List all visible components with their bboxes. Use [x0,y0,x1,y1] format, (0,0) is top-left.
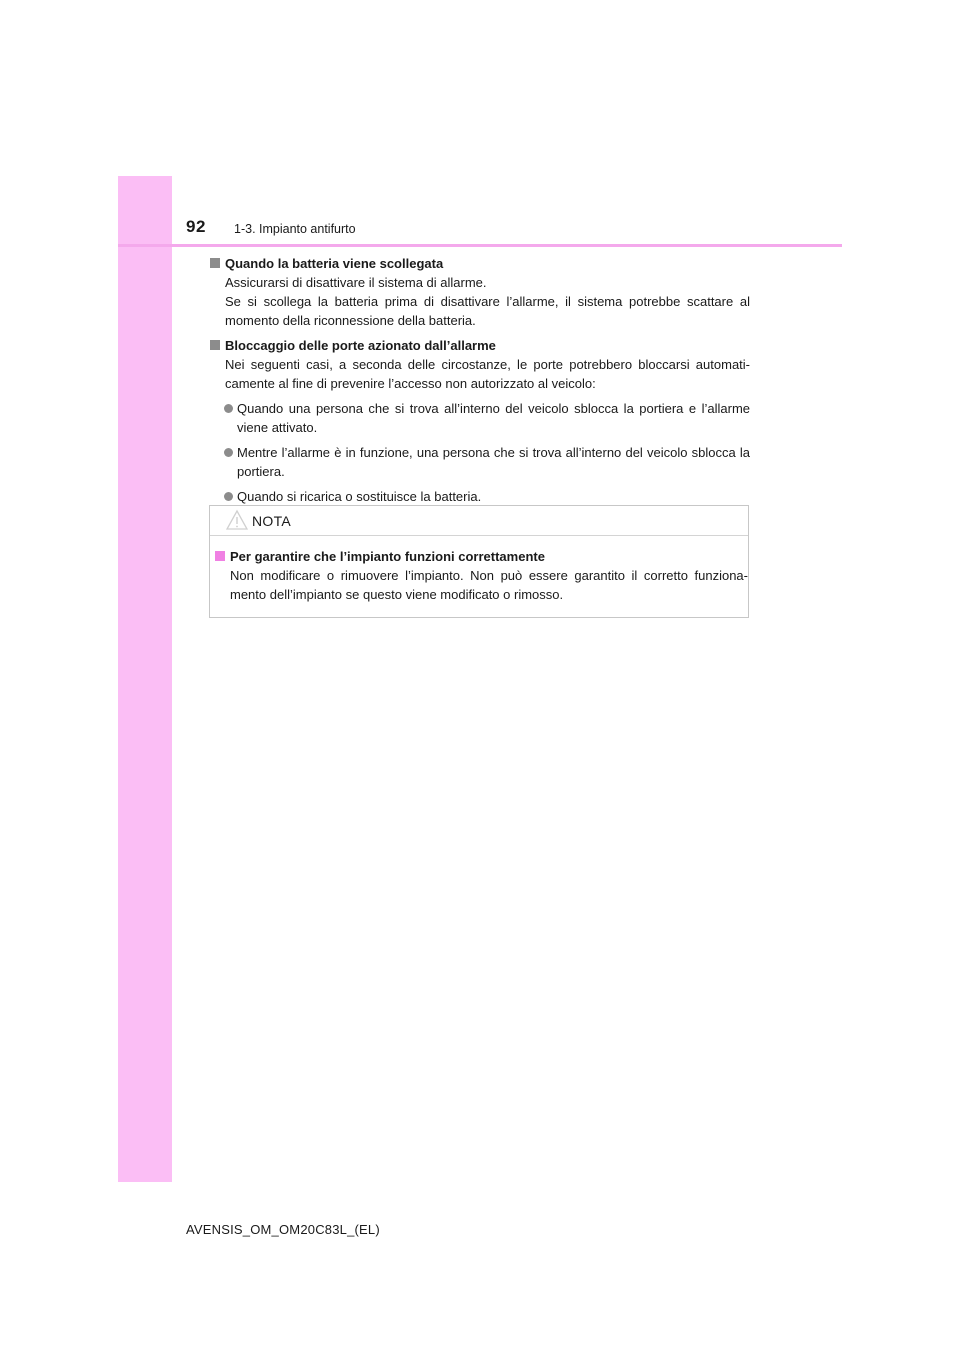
chapter-side-tab [118,176,172,1182]
paragraph: Assicurarsi di disattivare il sistema di allarme. [225,275,487,290]
round-bullet-icon [224,404,233,413]
list-item [210,443,750,481]
section-heading [210,254,750,273]
round-bullet-icon [224,448,233,457]
document-code: AVENSIS_OM_OM20C83L_(EL) [186,1222,380,1237]
nota-label: NOTA [252,513,292,529]
list-item [210,399,750,437]
heading-text: Bloccaggio delle porte azionato dall’allarme [225,338,496,353]
list-item-text: Quando una persona che si trova all’interno del veicolo sblocca la portiera e l’allarme viene attivato. [237,401,750,435]
square-bullet-icon [210,340,220,350]
list-item-text: Quando si ricarica o sostituisce la batteria. [237,489,482,504]
paragraph: Se si scollega la batteria prima di disattivare l’allarme, il sistema potrebbe scattare al momento della riconnessione della batteria. [225,294,750,328]
section-title: 1-3. Impianto antifurto [234,222,356,236]
header-rule [118,244,842,247]
nota-header [210,506,748,536]
list-item-text: Mentre l’allarme è in funzione, una persona che si trova all’interno del veicolo sblocca la portiera. [237,445,750,479]
heading-text: Per garantire che l’impianto funzioni correttamente [230,549,545,564]
nota-text: Non modificare o rimuovere l’impianto. Non può essere garantito il corretto funziona-mento dell’impianto se questo viene modificato o rimosso. [230,568,748,602]
square-bullet-icon [215,551,225,561]
heading-text: Quando la batteria viene scollegata [225,256,444,271]
square-bullet-icon [210,258,220,268]
list-item [210,487,750,506]
nota-body [210,536,748,604]
nota-box [209,505,749,618]
page-number: 92 [186,217,206,236]
main-content [210,254,750,506]
nota-heading [215,547,748,566]
paragraph: Nei seguenti casi, a seconda delle circostanze, le porte potrebbero bloccarsi automati-camente al fine di prevenire l’accesso non autorizzato al veicolo: [225,357,750,391]
round-bullet-icon [224,492,233,501]
section-heading [210,336,750,355]
warning-triangle-icon [226,509,248,531]
